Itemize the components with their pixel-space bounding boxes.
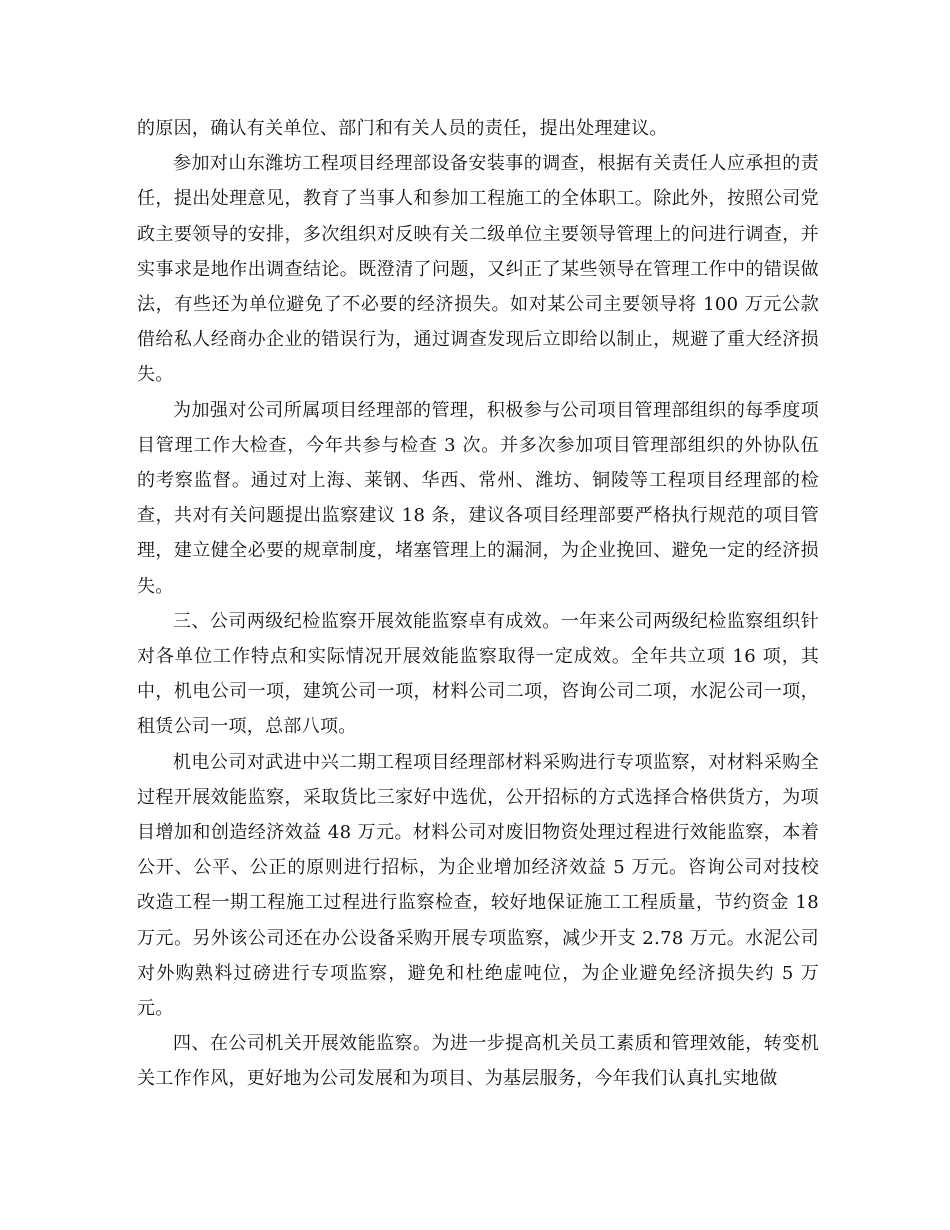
paragraph-2: 参加对山东潍坊工程项目经理部设备安装事的调查，根据有关责任人应承担的责任，提出处理意见，教育了当事人和参加工程施工的全体职工。除此外，按照公司党政主要领导的安排，多次组织对反映有关二级单位主要领导管理上的问进行调查，并实事求是地作出调查结论。既澄清了问题，又纠正了某些领导在管理工作中的错误做法，有些还为单位避免了不必要的经济损失。如对某公司主要领导将 100 万元公款借给私人经商办企业的错误行为，通过调查发现后立即给以制止，规避了重大经济损失。	[137, 153, 819, 386]
document-body	[137, 111, 819, 1097]
paragraph-4: 三、公司两级纪检监察开展效能监察卓有成效。一年来公司两级纪检监察组织针对各单位工作特点和实际情况开展效能监察取得一定成效。全年共立项 16 项，其中，机电公司一项，建筑公司一项，材料公司二项，咨询公司二项，水泥公司一项，租赁公司一项，总部八项。	[137, 610, 819, 738]
paragraph-6: 四、在公司机关开展效能监察。为进一步提高机关员工素质和管理效能，转变机关工作作风，更好地为公司发展和为项目、为基层服务，今年我们认真扎实地做	[137, 1033, 819, 1090]
paragraph-5: 机电公司对武进中兴二期工程项目经理部材料采购进行专项监察，对材料采购全过程开展效能监察，采取货比三家好中选优，公开招标的方式选择合格供货方，为项目增加和创造经济效益 48 万元。材料公司对废旧物资处理过程进行效能监察，本着公开、公平、公正的原则进行招标，为企业增加经济效益 5 万元。咨询公司对技校改造工程一期工程施工过程进行监察检查，较好地保证施工工程质量，节约资金 18 万元。另外该公司还在办公设备采购开展专项监察，减少开支 2.78 万元。水泥公司对外购熟料过磅进行专项监察，避免和杜绝虚吨位，为企业避免经济损失约 5 万元。	[137, 751, 819, 1020]
paragraph-1: 的原因，确认有关单位、部门和有关人员的责任，提出处理建议。	[137, 118, 668, 139]
paragraph-3: 为加强对公司所属项目经理部的管理，积极参与公司项目管理部组织的每季度项目管理工作大检查，今年共参与检查 3 次。并多次参加项目管理部组织的外协队伍的考察监督。通过对上海、莱钢、华西、常州、潍坊、铜陵等工程项目经理部的检查，共对有关问题提出监察建议 18 条，建议各项目经理部要严格执行规范的项目管理，建立健全必要的规章制度，堵塞管理上的漏洞，为企业挽回、避免一定的经济损失。	[137, 399, 819, 597]
